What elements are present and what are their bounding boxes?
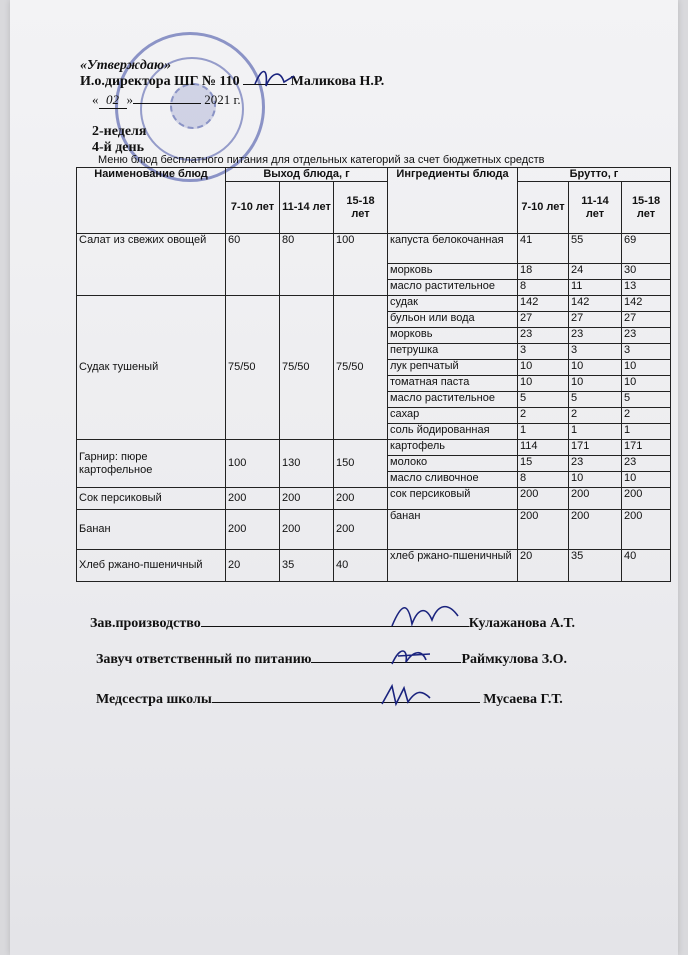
date-close-quote: » <box>126 92 133 107</box>
col-ingredients-header: Ингредиенты блюда <box>388 168 518 234</box>
prod-name: Кулажанова А.Т. <box>468 616 575 631</box>
prod-signature <box>388 596 468 636</box>
ingredient-brutto: 41 <box>518 234 569 264</box>
ingredient-brutto: 142 <box>622 296 671 312</box>
dish-output: 75/50 <box>280 296 334 440</box>
ingredient-brutto: 10 <box>569 472 622 488</box>
ingredient-brutto: 3 <box>569 344 622 360</box>
dish-output: 35 <box>280 550 334 582</box>
dish-output: 75/50 <box>226 296 280 440</box>
table-row <box>77 488 671 510</box>
ingredient-brutto: 10 <box>569 360 622 376</box>
ingredient-brutto: 171 <box>569 440 622 456</box>
dish-name: Гарнир: пюре картофельное <box>77 440 226 488</box>
ingredient-brutto: 13 <box>622 280 671 296</box>
approval-date <box>92 92 241 109</box>
ingredient-name: масло растительное <box>388 280 518 296</box>
ingredient-brutto: 3 <box>622 344 671 360</box>
dish-output: 100 <box>334 234 388 296</box>
director-signature <box>250 62 300 92</box>
dish-output: 130 <box>280 440 334 488</box>
dish-output: 80 <box>280 234 334 296</box>
zav-name: Раймкулова З.О. <box>461 652 567 667</box>
ingredient-name: судак <box>388 296 518 312</box>
dish-output: 200 <box>280 510 334 550</box>
dish-output: 200 <box>226 510 280 550</box>
ingredient-brutto: 1 <box>569 424 622 440</box>
prod-signoff <box>90 616 575 632</box>
ingredient-name: сок персиковый <box>388 488 518 510</box>
approval-label: «Утверждаю» <box>80 58 172 73</box>
dish-name: Хлеб ржано-пшеничный <box>77 550 226 582</box>
dish-output: 150 <box>334 440 388 488</box>
ingredient-brutto: 15 <box>518 456 569 472</box>
ingredient-name: молоко <box>388 456 518 472</box>
ingredient-name: масло растительное <box>388 392 518 408</box>
ingredient-name: картофель <box>388 440 518 456</box>
ingredient-name: морковь <box>388 328 518 344</box>
table-row <box>77 234 671 264</box>
ingredient-brutto: 5 <box>622 392 671 408</box>
ingredient-brutto: 69 <box>622 234 671 264</box>
ingredient-name: соль йодированная <box>388 424 518 440</box>
output-age-header: 15-18 лет <box>334 182 388 234</box>
ingredient-brutto: 10 <box>622 376 671 392</box>
output-age-header: 11-14 лет <box>280 182 334 234</box>
zav-label: Завуч ответственный по питанию <box>96 652 312 667</box>
dish-name: Банан <box>77 510 226 550</box>
ingredient-brutto: 200 <box>518 510 569 550</box>
ingredient-brutto: 27 <box>569 312 622 328</box>
director-line <box>80 74 384 90</box>
col-brutto-header: Брутто, г <box>518 168 671 182</box>
ingredient-brutto: 5 <box>518 392 569 408</box>
dish-output: 60 <box>226 234 280 296</box>
ingredient-brutto: 142 <box>518 296 569 312</box>
dish-name: Сок персиковый <box>77 488 226 510</box>
ingredient-brutto: 27 <box>622 312 671 328</box>
ingredient-brutto: 10 <box>622 472 671 488</box>
brutto-age-header: 7-10 лет <box>518 182 569 234</box>
ingredient-brutto: 200 <box>518 488 569 510</box>
ingredient-brutto: 11 <box>569 280 622 296</box>
ingredient-name: хлеб ржано-пшеничный <box>388 550 518 582</box>
ingredient-brutto: 8 <box>518 280 569 296</box>
ingredient-brutto: 1 <box>518 424 569 440</box>
menu-caption: Меню блюд бесплатного питания для отдельных категорий за счет бюджетных средств <box>98 154 545 166</box>
document-page <box>10 0 678 955</box>
dish-output: 200 <box>334 488 388 510</box>
ingredient-name: морковь <box>388 264 518 280</box>
ingredient-brutto: 20 <box>518 550 569 582</box>
menu-table-body <box>77 168 671 582</box>
ingredient-name: масло сливочное <box>388 472 518 488</box>
ingredient-name: петрушка <box>388 344 518 360</box>
date-month-line <box>133 103 201 104</box>
day-label: 4-й день <box>92 140 144 155</box>
dish-output: 75/50 <box>334 296 388 440</box>
ingredient-name: сахар <box>388 408 518 424</box>
ingredient-brutto: 200 <box>622 488 671 510</box>
nurse-label: Медсестра школы <box>96 692 212 707</box>
date-year: 2021 г. <box>204 92 241 107</box>
ingredient-brutto: 55 <box>569 234 622 264</box>
table-row <box>77 550 671 582</box>
ingredient-brutto: 23 <box>518 328 569 344</box>
ingredient-brutto: 23 <box>569 456 622 472</box>
ingredient-brutto: 3 <box>518 344 569 360</box>
ingredient-brutto: 23 <box>569 328 622 344</box>
ingredient-brutto: 200 <box>569 510 622 550</box>
nurse-signature-line <box>212 702 480 703</box>
dish-output: 20 <box>226 550 280 582</box>
ingredient-brutto: 200 <box>569 488 622 510</box>
ingredient-brutto: 27 <box>518 312 569 328</box>
director-title: И.о.директора ШГ № 110 <box>80 74 240 89</box>
dish-output: 200 <box>334 510 388 550</box>
ingredient-brutto: 10 <box>569 376 622 392</box>
ingredient-name: лук репчатый <box>388 360 518 376</box>
ingredient-brutto: 171 <box>622 440 671 456</box>
prod-label: Зав.производство <box>90 616 201 631</box>
output-age-header: 7-10 лет <box>226 182 280 234</box>
dish-name: Салат из свежих овощей <box>77 234 226 296</box>
dish-output: 100 <box>226 440 280 488</box>
ingredient-brutto: 30 <box>622 264 671 280</box>
ingredient-brutto: 23 <box>622 328 671 344</box>
ingredient-brutto: 1 <box>622 424 671 440</box>
ingredient-brutto: 10 <box>622 360 671 376</box>
dish-output: 200 <box>280 488 334 510</box>
ingredient-brutto: 23 <box>622 456 671 472</box>
nurse-name: Мусаева Г.Т. <box>483 692 563 707</box>
ingredient-brutto: 10 <box>518 360 569 376</box>
table-header-row <box>77 168 671 182</box>
ingredient-name: бульон или вода <box>388 312 518 328</box>
ingredient-brutto: 200 <box>622 510 671 550</box>
nurse-signature <box>378 678 438 712</box>
date-open-quote: « <box>92 92 99 107</box>
brutto-age-header: 11-14 лет <box>569 182 622 234</box>
brutto-age-header: 15-18 лет <box>622 182 671 234</box>
menu-table <box>76 167 671 582</box>
week-label: 2-неделя <box>92 124 147 139</box>
col-dish-header: Наименование блюд <box>77 168 226 234</box>
ingredient-brutto: 24 <box>569 264 622 280</box>
zav-signature <box>386 640 446 674</box>
ingredient-brutto: 5 <box>569 392 622 408</box>
dish-output: 200 <box>226 488 280 510</box>
ingredient-brutto: 40 <box>622 550 671 582</box>
date-day: 02 <box>99 92 127 109</box>
dish-name: Судак тушеный <box>77 296 226 440</box>
col-output-header: Выход блюда, г <box>226 168 388 182</box>
ingredient-brutto: 35 <box>569 550 622 582</box>
nurse-signoff <box>96 692 563 708</box>
table-row <box>77 440 671 456</box>
ingredient-brutto: 114 <box>518 440 569 456</box>
dish-output: 40 <box>334 550 388 582</box>
zav-signoff <box>96 652 567 668</box>
ingredient-brutto: 2 <box>569 408 622 424</box>
ingredient-name: банан <box>388 510 518 550</box>
table-row <box>77 510 671 550</box>
ingredient-brutto: 10 <box>518 376 569 392</box>
ingredient-brutto: 142 <box>569 296 622 312</box>
table-row <box>77 296 671 312</box>
ingredient-brutto: 2 <box>518 408 569 424</box>
ingredient-brutto: 2 <box>622 408 671 424</box>
ingredient-brutto: 8 <box>518 472 569 488</box>
ingredient-brutto: 18 <box>518 264 569 280</box>
director-name: Маликова Н.Р. <box>290 74 385 89</box>
ingredient-name: капуста белокочанная <box>388 234 518 264</box>
ingredient-name: томатная паста <box>388 376 518 392</box>
